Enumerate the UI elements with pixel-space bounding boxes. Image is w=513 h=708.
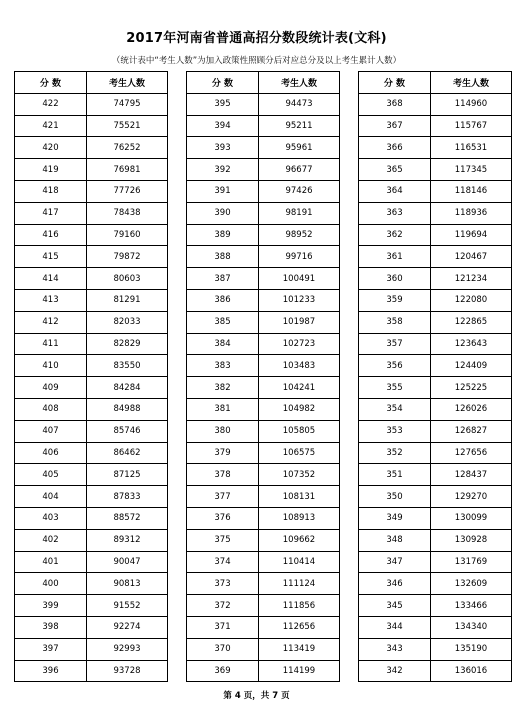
- table-row: [15, 377, 168, 399]
- score-cell: 379: [187, 442, 259, 464]
- score-cell: 381: [187, 398, 259, 420]
- table-row: [359, 202, 512, 224]
- score-cell: 368: [359, 93, 431, 115]
- table-row: [15, 159, 168, 181]
- count-cell: 77726: [87, 180, 168, 202]
- score-cell: 342: [359, 660, 431, 682]
- score-cell: 404: [15, 486, 87, 508]
- score-cell: 369: [187, 660, 259, 682]
- table-header-row: [15, 72, 168, 94]
- table-row: [15, 551, 168, 573]
- count-cell: 98191: [259, 202, 340, 224]
- count-cell: 98952: [259, 224, 340, 246]
- count-cell: 122865: [431, 311, 512, 333]
- score-cell: 364: [359, 180, 431, 202]
- count-cell: 99716: [259, 246, 340, 268]
- table-row: [187, 137, 340, 159]
- count-cell: 80603: [87, 268, 168, 290]
- count-cell: 130928: [431, 529, 512, 551]
- score-cell: 359: [359, 289, 431, 311]
- table-row: [359, 93, 512, 115]
- table-row: [187, 507, 340, 529]
- count-cell: 126827: [431, 420, 512, 442]
- count-cell: 102723: [259, 333, 340, 355]
- score-cell: 345: [359, 595, 431, 617]
- score-cell: 378: [187, 464, 259, 486]
- count-cell: 129270: [431, 486, 512, 508]
- score-table-2: [186, 71, 340, 682]
- score-cell: 392: [187, 159, 259, 181]
- count-cell: 119694: [431, 224, 512, 246]
- count-cell: 114199: [259, 660, 340, 682]
- count-cell: 82033: [87, 311, 168, 333]
- table-row: [359, 311, 512, 333]
- score-column-header: 分 数: [15, 72, 87, 94]
- count-cell: 127656: [431, 442, 512, 464]
- table-row: [15, 638, 168, 660]
- count-cell: 89312: [87, 529, 168, 551]
- table-row: [187, 442, 340, 464]
- count-cell: 85746: [87, 420, 168, 442]
- score-cell: 414: [15, 268, 87, 290]
- score-cell: 344: [359, 616, 431, 638]
- table-row: [15, 616, 168, 638]
- count-cell: 131769: [431, 551, 512, 573]
- score-cell: 357: [359, 333, 431, 355]
- count-cell: 95211: [259, 115, 340, 137]
- page-title: 2017年河南省普通高招分数段统计表(文科): [126, 31, 387, 46]
- score-cell: 399: [15, 595, 87, 617]
- table-row: [359, 115, 512, 137]
- count-cell: 91552: [87, 595, 168, 617]
- table-row: [359, 420, 512, 442]
- count-cell: 87125: [87, 464, 168, 486]
- count-cell: 118146: [431, 180, 512, 202]
- table-row: [359, 551, 512, 573]
- table-row: [15, 420, 168, 442]
- score-cell: 422: [15, 93, 87, 115]
- score-cell: 397: [15, 638, 87, 660]
- score-cell: 384: [187, 333, 259, 355]
- score-cell: 387: [187, 268, 259, 290]
- table-row: [359, 442, 512, 464]
- score-cell: 388: [187, 246, 259, 268]
- score-cell: 350: [359, 486, 431, 508]
- count-cell: 120467: [431, 246, 512, 268]
- score-cell: 358: [359, 311, 431, 333]
- count-cell: 107352: [259, 464, 340, 486]
- score-cell: 371: [187, 616, 259, 638]
- count-cell: 134340: [431, 616, 512, 638]
- table-row: [359, 377, 512, 399]
- count-cell: 106575: [259, 442, 340, 464]
- table-row: [187, 289, 340, 311]
- score-cell: 409: [15, 377, 87, 399]
- score-cell: 412: [15, 311, 87, 333]
- table-row: [187, 224, 340, 246]
- count-cell: 122080: [431, 289, 512, 311]
- count-cell: 83550: [87, 355, 168, 377]
- count-cell: 74795: [87, 93, 168, 115]
- score-cell: 373: [187, 573, 259, 595]
- count-cell: 114960: [431, 93, 512, 115]
- table-header-row: [359, 72, 512, 94]
- table-body: [15, 93, 168, 682]
- table-row: [359, 246, 512, 268]
- score-cell: 375: [187, 529, 259, 551]
- count-cell: 92993: [87, 638, 168, 660]
- count-cell: 108131: [259, 486, 340, 508]
- score-cell: 351: [359, 464, 431, 486]
- score-column-header: 分 数: [187, 72, 259, 94]
- table-row: [359, 660, 512, 682]
- table-row: [15, 268, 168, 290]
- count-cell: 76981: [87, 159, 168, 181]
- count-cell: 101987: [259, 311, 340, 333]
- count-cell: 116531: [431, 137, 512, 159]
- score-cell: 394: [187, 115, 259, 137]
- score-cell: 355: [359, 377, 431, 399]
- table-row: [187, 595, 340, 617]
- count-cell: 95961: [259, 137, 340, 159]
- table-row: [359, 507, 512, 529]
- score-cell: 372: [187, 595, 259, 617]
- table-header-row: [187, 72, 340, 94]
- table-row: [187, 660, 340, 682]
- score-cell: 405: [15, 464, 87, 486]
- table-row: [187, 464, 340, 486]
- score-cell: 421: [15, 115, 87, 137]
- table-row: [15, 93, 168, 115]
- score-cell: 361: [359, 246, 431, 268]
- count-cell: 112656: [259, 616, 340, 638]
- table-row: [359, 159, 512, 181]
- count-cell: 79872: [87, 246, 168, 268]
- table-row: [187, 159, 340, 181]
- table-body: [359, 93, 512, 682]
- count-cell: 128437: [431, 464, 512, 486]
- count-cell: 78438: [87, 202, 168, 224]
- count-column-header: 考生人数: [259, 72, 340, 94]
- count-column-header: 考生人数: [431, 72, 512, 94]
- table-row: [187, 616, 340, 638]
- table-row: [187, 355, 340, 377]
- table-row: [187, 529, 340, 551]
- score-cell: 416: [15, 224, 87, 246]
- score-cell: 382: [187, 377, 259, 399]
- score-cell: 395: [187, 93, 259, 115]
- table-row: [187, 311, 340, 333]
- table-row: [15, 115, 168, 137]
- score-cell: 420: [15, 137, 87, 159]
- score-cell: 353: [359, 420, 431, 442]
- count-cell: 92274: [87, 616, 168, 638]
- score-cell: 348: [359, 529, 431, 551]
- count-cell: 130099: [431, 507, 512, 529]
- table-row: [15, 573, 168, 595]
- table-row: [15, 246, 168, 268]
- count-cell: 111124: [259, 573, 340, 595]
- count-cell: 104982: [259, 398, 340, 420]
- count-cell: 136016: [431, 660, 512, 682]
- score-cell: 407: [15, 420, 87, 442]
- score-cell: 393: [187, 137, 259, 159]
- table-row: [187, 202, 340, 224]
- count-cell: 125225: [431, 377, 512, 399]
- count-cell: 110414: [259, 551, 340, 573]
- score-cell: 389: [187, 224, 259, 246]
- score-table-3: [358, 71, 512, 682]
- table-row: [15, 486, 168, 508]
- score-cell: 408: [15, 398, 87, 420]
- table-row: [187, 486, 340, 508]
- table-row: [187, 573, 340, 595]
- score-cell: 352: [359, 442, 431, 464]
- count-cell: 124409: [431, 355, 512, 377]
- count-cell: 81291: [87, 289, 168, 311]
- table-row: [359, 529, 512, 551]
- table-row: [15, 660, 168, 682]
- count-column-header: 考生人数: [87, 72, 168, 94]
- table-row: [15, 464, 168, 486]
- score-cell: 419: [15, 159, 87, 181]
- table-row: [359, 224, 512, 246]
- count-cell: 133466: [431, 595, 512, 617]
- score-cell: 380: [187, 420, 259, 442]
- count-cell: 121234: [431, 268, 512, 290]
- score-cell: 406: [15, 442, 87, 464]
- score-cell: 374: [187, 551, 259, 573]
- count-cell: 109662: [259, 529, 340, 551]
- count-cell: 86462: [87, 442, 168, 464]
- count-cell: 79160: [87, 224, 168, 246]
- score-table-1: [14, 71, 168, 682]
- count-cell: 118936: [431, 202, 512, 224]
- count-cell: 105805: [259, 420, 340, 442]
- table-row: [15, 333, 168, 355]
- count-cell: 76252: [87, 137, 168, 159]
- score-column-header: 分 数: [359, 72, 431, 94]
- table-row: [15, 311, 168, 333]
- score-cell: 390: [187, 202, 259, 224]
- count-cell: 135190: [431, 638, 512, 660]
- score-cell: 410: [15, 355, 87, 377]
- score-cell: 411: [15, 333, 87, 355]
- count-cell: 82829: [87, 333, 168, 355]
- table-row: [187, 551, 340, 573]
- score-cell: 362: [359, 224, 431, 246]
- score-cell: 354: [359, 398, 431, 420]
- count-cell: 93728: [87, 660, 168, 682]
- count-cell: 117345: [431, 159, 512, 181]
- table-row: [15, 137, 168, 159]
- count-cell: 88572: [87, 507, 168, 529]
- score-cell: 356: [359, 355, 431, 377]
- table-row: [15, 529, 168, 551]
- score-cell: 402: [15, 529, 87, 551]
- score-cell: 376: [187, 507, 259, 529]
- page-number-footer: 第 4 页，共 7 页: [223, 691, 290, 701]
- count-cell: 100491: [259, 268, 340, 290]
- score-cell: 391: [187, 180, 259, 202]
- table-row: [15, 180, 168, 202]
- score-cell: 363: [359, 202, 431, 224]
- table-row: [15, 442, 168, 464]
- count-cell: 84284: [87, 377, 168, 399]
- table-row: [15, 595, 168, 617]
- score-cell: 370: [187, 638, 259, 660]
- table-row: [359, 268, 512, 290]
- table-row: [15, 398, 168, 420]
- table-row: [187, 268, 340, 290]
- count-cell: 96677: [259, 159, 340, 181]
- table-row: [187, 333, 340, 355]
- score-cell: 398: [15, 616, 87, 638]
- score-cell: 365: [359, 159, 431, 181]
- table-row: [187, 246, 340, 268]
- table-row: [359, 137, 512, 159]
- table-row: [359, 289, 512, 311]
- table-row: [187, 377, 340, 399]
- table-row: [359, 573, 512, 595]
- table-row: [15, 289, 168, 311]
- score-cell: 415: [15, 246, 87, 268]
- score-cell: 349: [359, 507, 431, 529]
- score-cell: 401: [15, 551, 87, 573]
- table-row: [359, 616, 512, 638]
- count-cell: 90813: [87, 573, 168, 595]
- table-row: [359, 486, 512, 508]
- table-row: [359, 180, 512, 202]
- score-cell: 347: [359, 551, 431, 573]
- count-cell: 97426: [259, 180, 340, 202]
- count-cell: 132609: [431, 573, 512, 595]
- count-cell: 103483: [259, 355, 340, 377]
- score-cell: 418: [15, 180, 87, 202]
- table-row: [15, 202, 168, 224]
- table-row: [187, 180, 340, 202]
- count-cell: 113419: [259, 638, 340, 660]
- table-row: [187, 420, 340, 442]
- count-cell: 84988: [87, 398, 168, 420]
- table-row: [15, 224, 168, 246]
- score-cell: 360: [359, 268, 431, 290]
- score-cell: 400: [15, 573, 87, 595]
- table-row: [187, 638, 340, 660]
- table-row: [187, 115, 340, 137]
- count-cell: 75521: [87, 115, 168, 137]
- count-cell: 126026: [431, 398, 512, 420]
- score-cell: 367: [359, 115, 431, 137]
- count-cell: 123643: [431, 333, 512, 355]
- table-row: [359, 398, 512, 420]
- score-cell: 417: [15, 202, 87, 224]
- count-cell: 104241: [259, 377, 340, 399]
- table-row: [359, 355, 512, 377]
- table-row: [187, 398, 340, 420]
- table-row: [359, 595, 512, 617]
- count-cell: 90047: [87, 551, 168, 573]
- score-cell: 383: [187, 355, 259, 377]
- table-row: [359, 638, 512, 660]
- score-cell: 413: [15, 289, 87, 311]
- table-row: [359, 333, 512, 355]
- table-row: [15, 355, 168, 377]
- table-row: [15, 507, 168, 529]
- count-cell: 101233: [259, 289, 340, 311]
- score-cell: 377: [187, 486, 259, 508]
- score-cell: 403: [15, 507, 87, 529]
- count-cell: 94473: [259, 93, 340, 115]
- score-cell: 346: [359, 573, 431, 595]
- score-cell: 385: [187, 311, 259, 333]
- page-subtitle: （统计表中“考生人数”为加入政策性照顾分后对应总分及以上考生累计人数）: [111, 56, 402, 66]
- score-cell: 396: [15, 660, 87, 682]
- count-cell: 108913: [259, 507, 340, 529]
- score-cell: 343: [359, 638, 431, 660]
- table-row: [359, 464, 512, 486]
- score-cell: 386: [187, 289, 259, 311]
- count-cell: 111856: [259, 595, 340, 617]
- score-cell: 366: [359, 137, 431, 159]
- count-cell: 87833: [87, 486, 168, 508]
- count-cell: 115767: [431, 115, 512, 137]
- table-row: [187, 93, 340, 115]
- table-body: [187, 93, 340, 682]
